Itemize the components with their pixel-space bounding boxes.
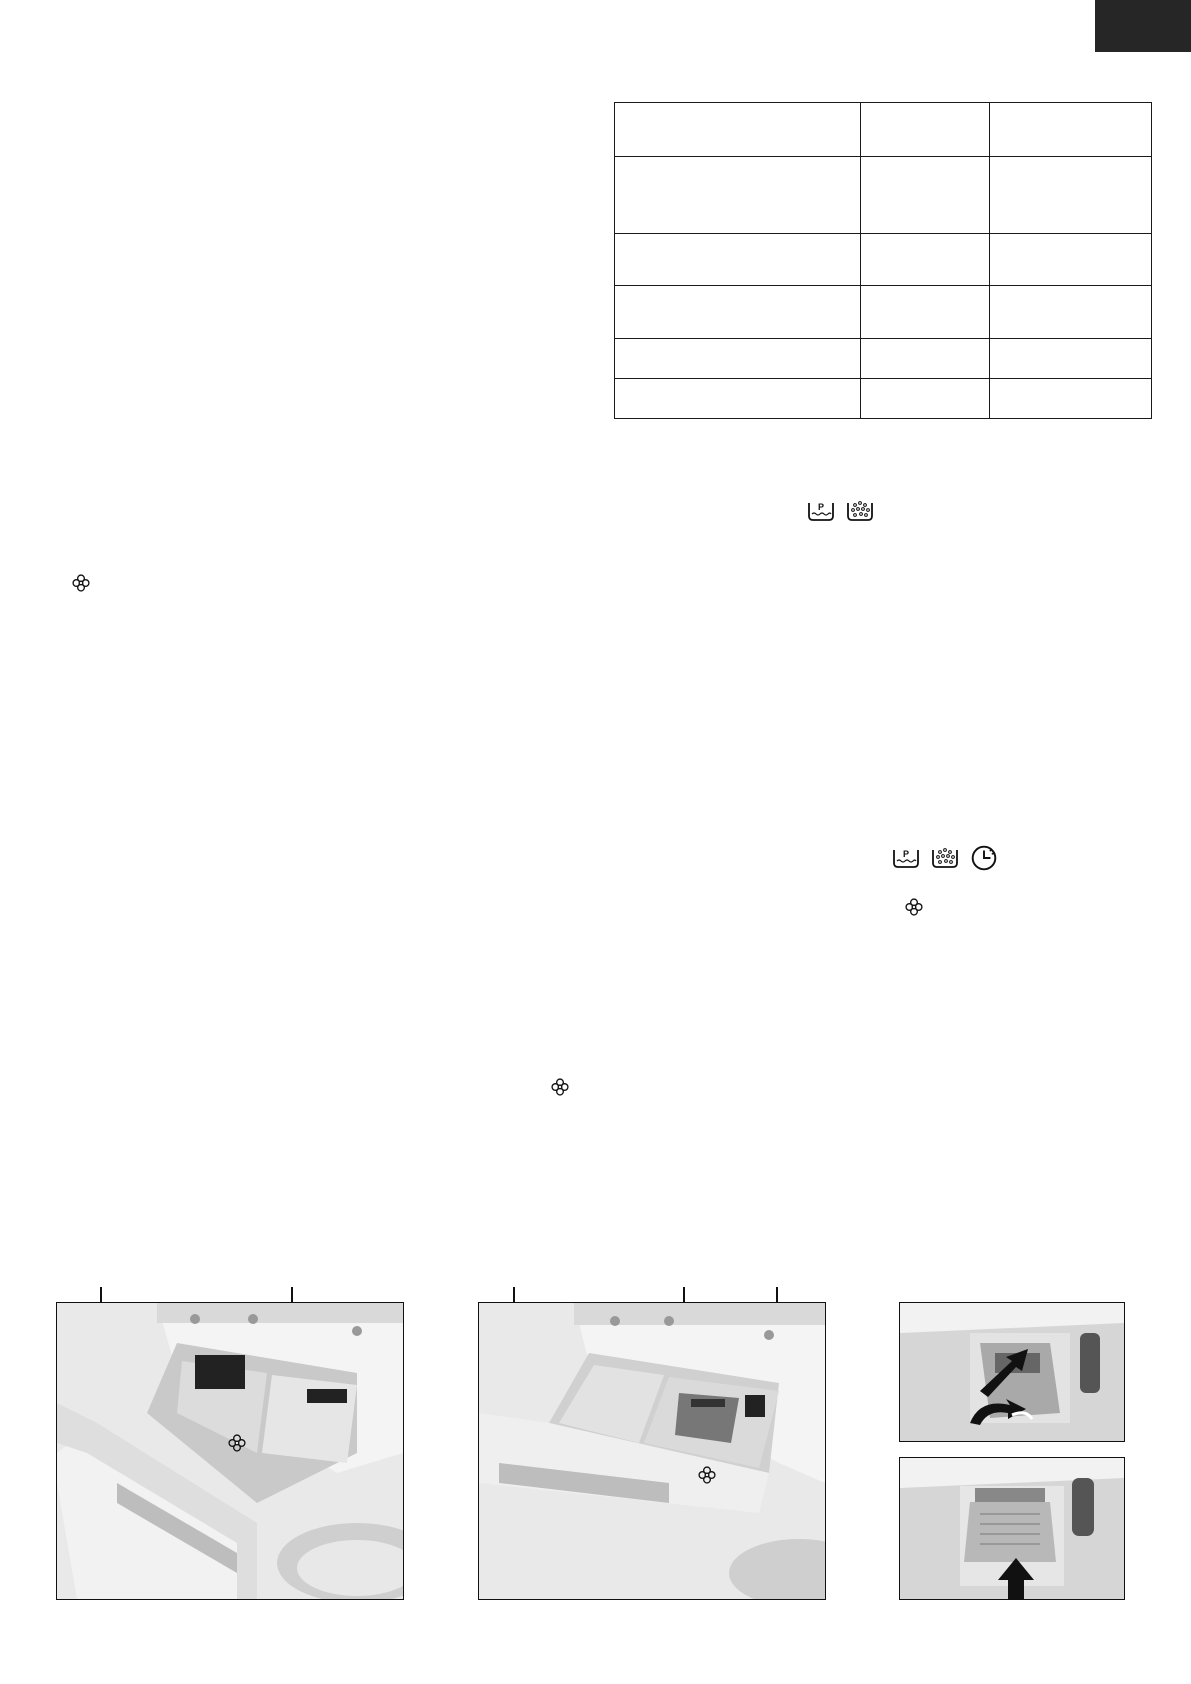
table-row xyxy=(615,103,1152,157)
timer-icon xyxy=(970,844,998,872)
table-row xyxy=(615,339,1152,379)
table-cell xyxy=(861,157,990,234)
table-cell xyxy=(861,103,990,157)
table-row xyxy=(615,286,1152,339)
page-tab-marker xyxy=(1095,0,1191,52)
figure-drawer-liquid-insert xyxy=(478,1302,826,1600)
table-cell xyxy=(861,286,990,339)
table-cell xyxy=(615,234,861,286)
table-cell xyxy=(861,234,990,286)
insert-flip-illustration xyxy=(900,1303,1124,1441)
table-row xyxy=(615,379,1152,419)
table-cell xyxy=(615,286,861,339)
spec-table xyxy=(614,102,1152,419)
table-cell xyxy=(990,286,1152,339)
softener-flower-icon xyxy=(904,897,924,917)
softener-flower-icon xyxy=(71,573,91,593)
table-cell xyxy=(990,339,1152,379)
prewash-icon xyxy=(806,499,836,523)
table-cell xyxy=(615,157,861,234)
table-cell xyxy=(990,234,1152,286)
figure-insert-push-down xyxy=(899,1457,1125,1600)
figure-detergent-drawer xyxy=(56,1302,404,1600)
table-cell xyxy=(615,103,861,157)
table-row xyxy=(615,234,1152,286)
table-cell xyxy=(615,379,861,419)
figure-insert-flip-up xyxy=(899,1302,1125,1442)
table-cell xyxy=(990,103,1152,157)
softener-flower-icon xyxy=(550,1077,570,1097)
table-cell xyxy=(990,157,1152,234)
drawer-illustration xyxy=(57,1303,403,1599)
soak-icon xyxy=(845,499,875,523)
prewash-icon xyxy=(891,846,921,870)
table-cell xyxy=(990,379,1152,419)
table-cell xyxy=(861,379,990,419)
table-cell xyxy=(861,339,990,379)
table-row xyxy=(615,157,1152,234)
drawer-insert-illustration xyxy=(479,1303,825,1599)
insert-push-illustration xyxy=(900,1458,1124,1599)
soak-icon xyxy=(930,846,960,870)
table-cell xyxy=(615,339,861,379)
